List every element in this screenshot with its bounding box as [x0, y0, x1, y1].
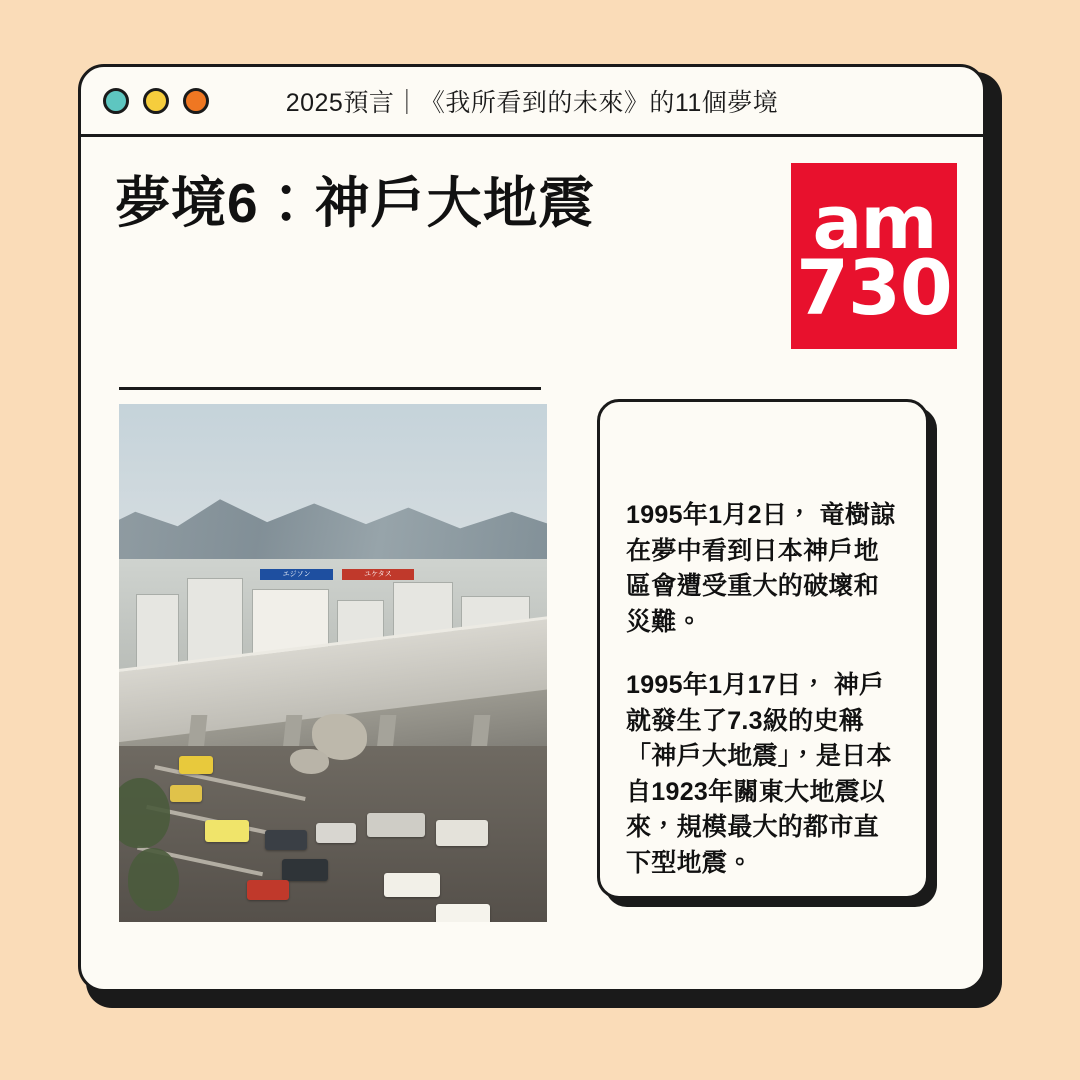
note-paragraph: 1995年1月2日， 竜樹諒在夢中看到日本神戶地區會遭受重大的破壞和災難。: [626, 501, 896, 636]
photo-vehicle: [436, 904, 490, 922]
page-title: 夢境6：神戶大地震: [115, 172, 595, 234]
note-paragraph: 1995年1月17日， 神戶就發生了7.3級的史稱「神戶大地震」，是日本自1923年關東大地震以來，規模最大的都市直下型地震。: [626, 671, 892, 877]
heading-row: [81, 137, 983, 387]
window-titlebar: [81, 67, 983, 137]
photo-vehicle: [282, 859, 328, 881]
photo-vegetation: [128, 848, 179, 911]
browser-window-card: [78, 64, 986, 992]
am730-logo: [791, 163, 957, 349]
photo-rubble: [290, 749, 329, 774]
photo-vehicle: [205, 820, 249, 842]
note-card: [597, 399, 929, 899]
content-row: [81, 387, 983, 987]
earthquake-photo: [119, 404, 547, 922]
photo-vehicle: [179, 756, 213, 774]
photo-signboard-blue: エジソン: [260, 569, 333, 580]
photo-vehicle: [170, 785, 202, 802]
photo-vegetation: [119, 778, 170, 848]
photo-vehicle: [384, 873, 440, 897]
photo-signboard-red: ユケタス: [342, 569, 415, 580]
photo-vehicle: [265, 830, 307, 850]
photo-road: [119, 746, 547, 922]
photo-vehicle: [367, 813, 425, 837]
logo-line-1: am: [812, 180, 936, 267]
photo-vehicle: [316, 823, 356, 843]
logo-line-2: 730: [796, 243, 952, 333]
photo-vehicle: [247, 880, 289, 900]
photo-vehicle: [436, 820, 488, 846]
photo-block: [119, 387, 547, 922]
window-title: 2025預言｜《我所看到的未來》的11個夢境: [285, 88, 779, 117]
photo-divider: [119, 387, 541, 390]
